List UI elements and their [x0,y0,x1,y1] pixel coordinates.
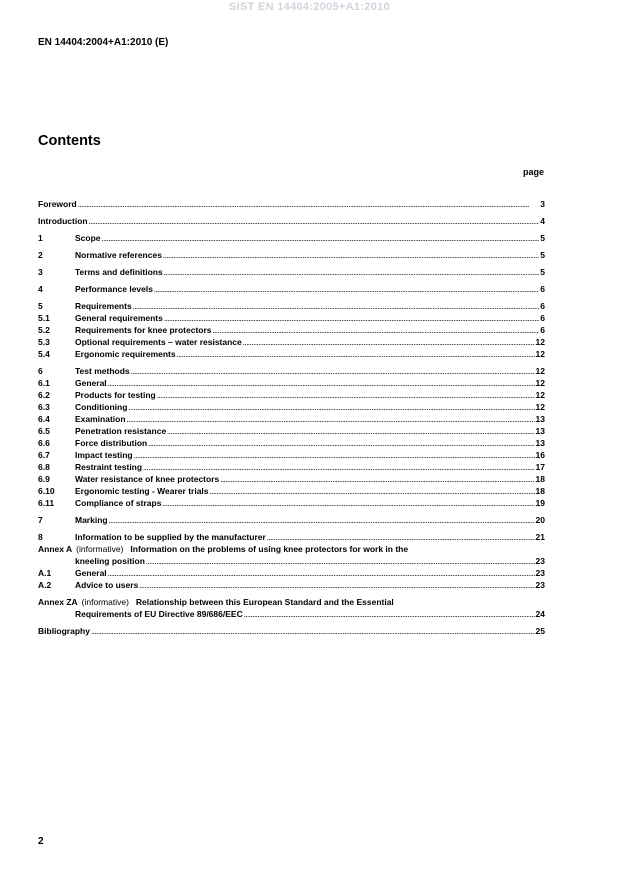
toc-entry-number: 6.3 [38,402,50,412]
watermark: SIST EN 14404:2005+A1:2010 [229,1,390,13]
toc-entry-number: 1 [38,233,43,243]
toc-entry-label: Normative references . . . [75,249,539,261]
toc-group [38,365,545,509]
toc-entry-number: 3 [38,267,43,277]
toc-entry-page: 4 [540,216,545,226]
toc-entry[interactable] [38,198,545,210]
toc-entry-label: General . . . [75,567,535,579]
toc-entry-number: 4 [38,284,43,294]
toc-group [38,283,545,295]
toc-entry-number: 6 [38,366,43,376]
toc-entry-number: A.1 [38,568,52,578]
toc-entry-page: 5 [540,267,545,277]
toc-entry-page: 12 [535,390,545,400]
toc-entry[interactable] [38,300,545,312]
toc-group [38,514,545,526]
toc-entry-number: 6.5 [38,426,50,436]
toc-entry-page: 13 [535,426,545,436]
annex-za-page: 24 [535,609,545,619]
toc-entry-page: 13 [535,414,545,424]
toc-entry-label: Products for testing . . . [75,389,535,401]
toc-entry-number: 6.8 [38,462,50,472]
toc-entry-number: 6.4 [38,414,50,424]
toc-entry[interactable] [38,449,545,461]
toc-entry-label: Examination . . . [75,413,535,425]
annex-za-title-line1: Relationship between this European Standard and the Essential [135,597,394,607]
toc-group [38,531,545,543]
toc-entry-label: Impact testing . . . [75,449,535,461]
toc-entry-page: 12 [535,349,545,359]
toc-entry-label: Test methods . . . [75,365,535,377]
document-id: EN 14404:2004+A1:2010 (E) [38,37,169,48]
toc-entry-label: General . . . [75,377,535,389]
toc-entry-a2[interactable] [38,579,545,591]
toc-entry-label: Requirements . . . [75,300,539,312]
toc-entry[interactable] [38,249,545,261]
toc-entry-page: 18 [535,486,545,496]
toc-entry-a1[interactable] [38,567,545,579]
toc-entry[interactable] [38,401,545,413]
bibliography-page: 25 [535,626,545,636]
annex-za-informative: (informative) [81,597,129,607]
toc-entry-page: 23 [535,580,545,590]
annex-a-informative: (informative) [76,544,124,554]
toc-entry[interactable] [38,215,545,227]
page-title: Contents [38,133,101,149]
toc-entry[interactable] [38,461,545,473]
toc-group [38,232,545,244]
toc-entry-page: 21 [535,532,545,542]
toc-entry-page: 12 [535,402,545,412]
page-number: 2 [38,836,44,847]
toc-entry-label: Conditioning . . . [75,401,535,413]
toc-entry-label: Marking . . . [75,514,535,526]
toc-entry-number: 2 [38,250,43,260]
toc-entry-number: 6.2 [38,390,50,400]
toc-entry-number: 6.10 [38,486,55,496]
toc-entry-label: Restraint testing . . . [75,461,535,473]
toc-entry-label: Force distribution . . . [75,437,535,449]
toc-entry-number: 5.2 [38,325,50,335]
annex-a-prefix: Annex A [38,544,73,554]
toc-entry-page: 5 [540,233,545,243]
toc-entry[interactable] [38,531,545,543]
annex-za-title-line2: Requirements of EU Directive 89/686/EEC . . . [75,608,535,620]
toc-entry-page: 6 [540,313,545,323]
toc-entry-page: 12 [535,366,545,376]
toc-entry-label: Ergonomic requirements . . . [75,348,535,360]
toc-entry-number: 5.4 [38,349,50,359]
toc-group [38,215,545,227]
toc-entry-label: Compliance of straps . . . [75,497,535,509]
toc-entry-number: 6.7 [38,450,50,460]
annex-a-page: 23 [535,556,545,566]
toc-entry-page: 17 [535,462,545,472]
toc-entry-number: 7 [38,515,43,525]
toc-entry-label: Water resistance of knee protectors . . . [75,473,535,485]
toc-entry[interactable] [38,514,545,526]
annex-a-title-line1: Information on the problems of using knee protectors for work in the [130,544,409,554]
annex-za-prefix: Annex ZA [38,597,78,607]
toc-entry[interactable] [38,377,545,389]
toc-entry-label: Terms and definitions . . . [75,266,539,278]
toc-entry[interactable] [38,497,545,509]
toc-entry[interactable] [38,336,545,348]
toc-entry[interactable] [38,365,545,377]
annex-a-title-line2: kneeling position . . . [75,555,535,567]
toc-entry-number: 5.3 [38,337,50,347]
toc-bibliography[interactable] [38,625,545,637]
toc-group [38,300,545,360]
toc-entry-page: 3 [540,199,545,209]
toc-entry-label: Performance levels . . . [75,283,539,295]
toc-entry-label: Optional requirements – water resistance . . . [75,336,535,348]
toc-entry-page: 18 [535,474,545,484]
toc-entry-label: Scope . . . [75,232,539,244]
toc-entry-label: Penetration resistance . . . [75,425,535,437]
toc-entry-page: 16 [535,450,545,460]
toc-entry-page: 13 [535,438,545,448]
toc-annex-a[interactable] [38,543,545,591]
table-of-contents [38,198,545,637]
toc-entry-label: General requirements . . . [75,312,539,324]
toc-entry[interactable] [38,312,545,324]
toc-entry-number: 6.1 [38,378,50,388]
toc-entry[interactable] [38,283,545,295]
toc-group [38,249,545,261]
toc-entry[interactable] [38,232,545,244]
toc-entry[interactable] [38,389,545,401]
toc-entry[interactable] [38,425,545,437]
toc-entry-number: 5.1 [38,313,50,323]
toc-entry-page: 6 [540,301,545,311]
toc-entry-label: Advice to users . . . [75,579,535,591]
toc-entry-number: 6.6 [38,438,50,448]
toc-group [38,266,545,278]
toc-entry-page: 23 [535,568,545,578]
page-column-label: page [522,167,544,177]
toc-entry-number: 5 [38,301,43,311]
toc-entry-page: 6 [540,284,545,294]
toc-entry[interactable] [38,324,545,336]
toc-group [38,198,545,210]
toc-entry-number: 6.9 [38,474,50,484]
toc-entry[interactable] [38,437,545,449]
toc-entry-page: 19 [535,498,545,508]
toc-entry-page: 5 [540,250,545,260]
toc-entry-label: Introduction . . . [38,215,539,227]
toc-entry-number: 8 [38,532,43,542]
toc-entry-label: Requirements for knee protectors . . . [75,324,539,336]
toc-entry-number: A.2 [38,580,52,590]
toc-entry[interactable] [38,473,545,485]
toc-entry-page: 12 [535,378,545,388]
toc-annex-za[interactable] [38,596,545,620]
toc-entry-page: 12 [535,337,545,347]
bibliography-label: Bibliography . . . [38,625,535,637]
toc-entry-page: 20 [535,515,545,525]
toc-entry-label: Ergonomic testing - Wearer trials . . . [75,485,535,497]
toc-entry[interactable] [38,348,545,360]
toc-entry[interactable] [38,413,545,425]
toc-entry[interactable] [38,485,545,497]
toc-entry-page: 6 [540,325,545,335]
toc-entry[interactable] [38,266,545,278]
toc-entry-label: Information to be supplied by the manufacturer . . . [75,531,535,543]
toc-entry-number: 6.11 [38,498,55,508]
toc-entry-label: Foreword . . . [38,198,539,210]
